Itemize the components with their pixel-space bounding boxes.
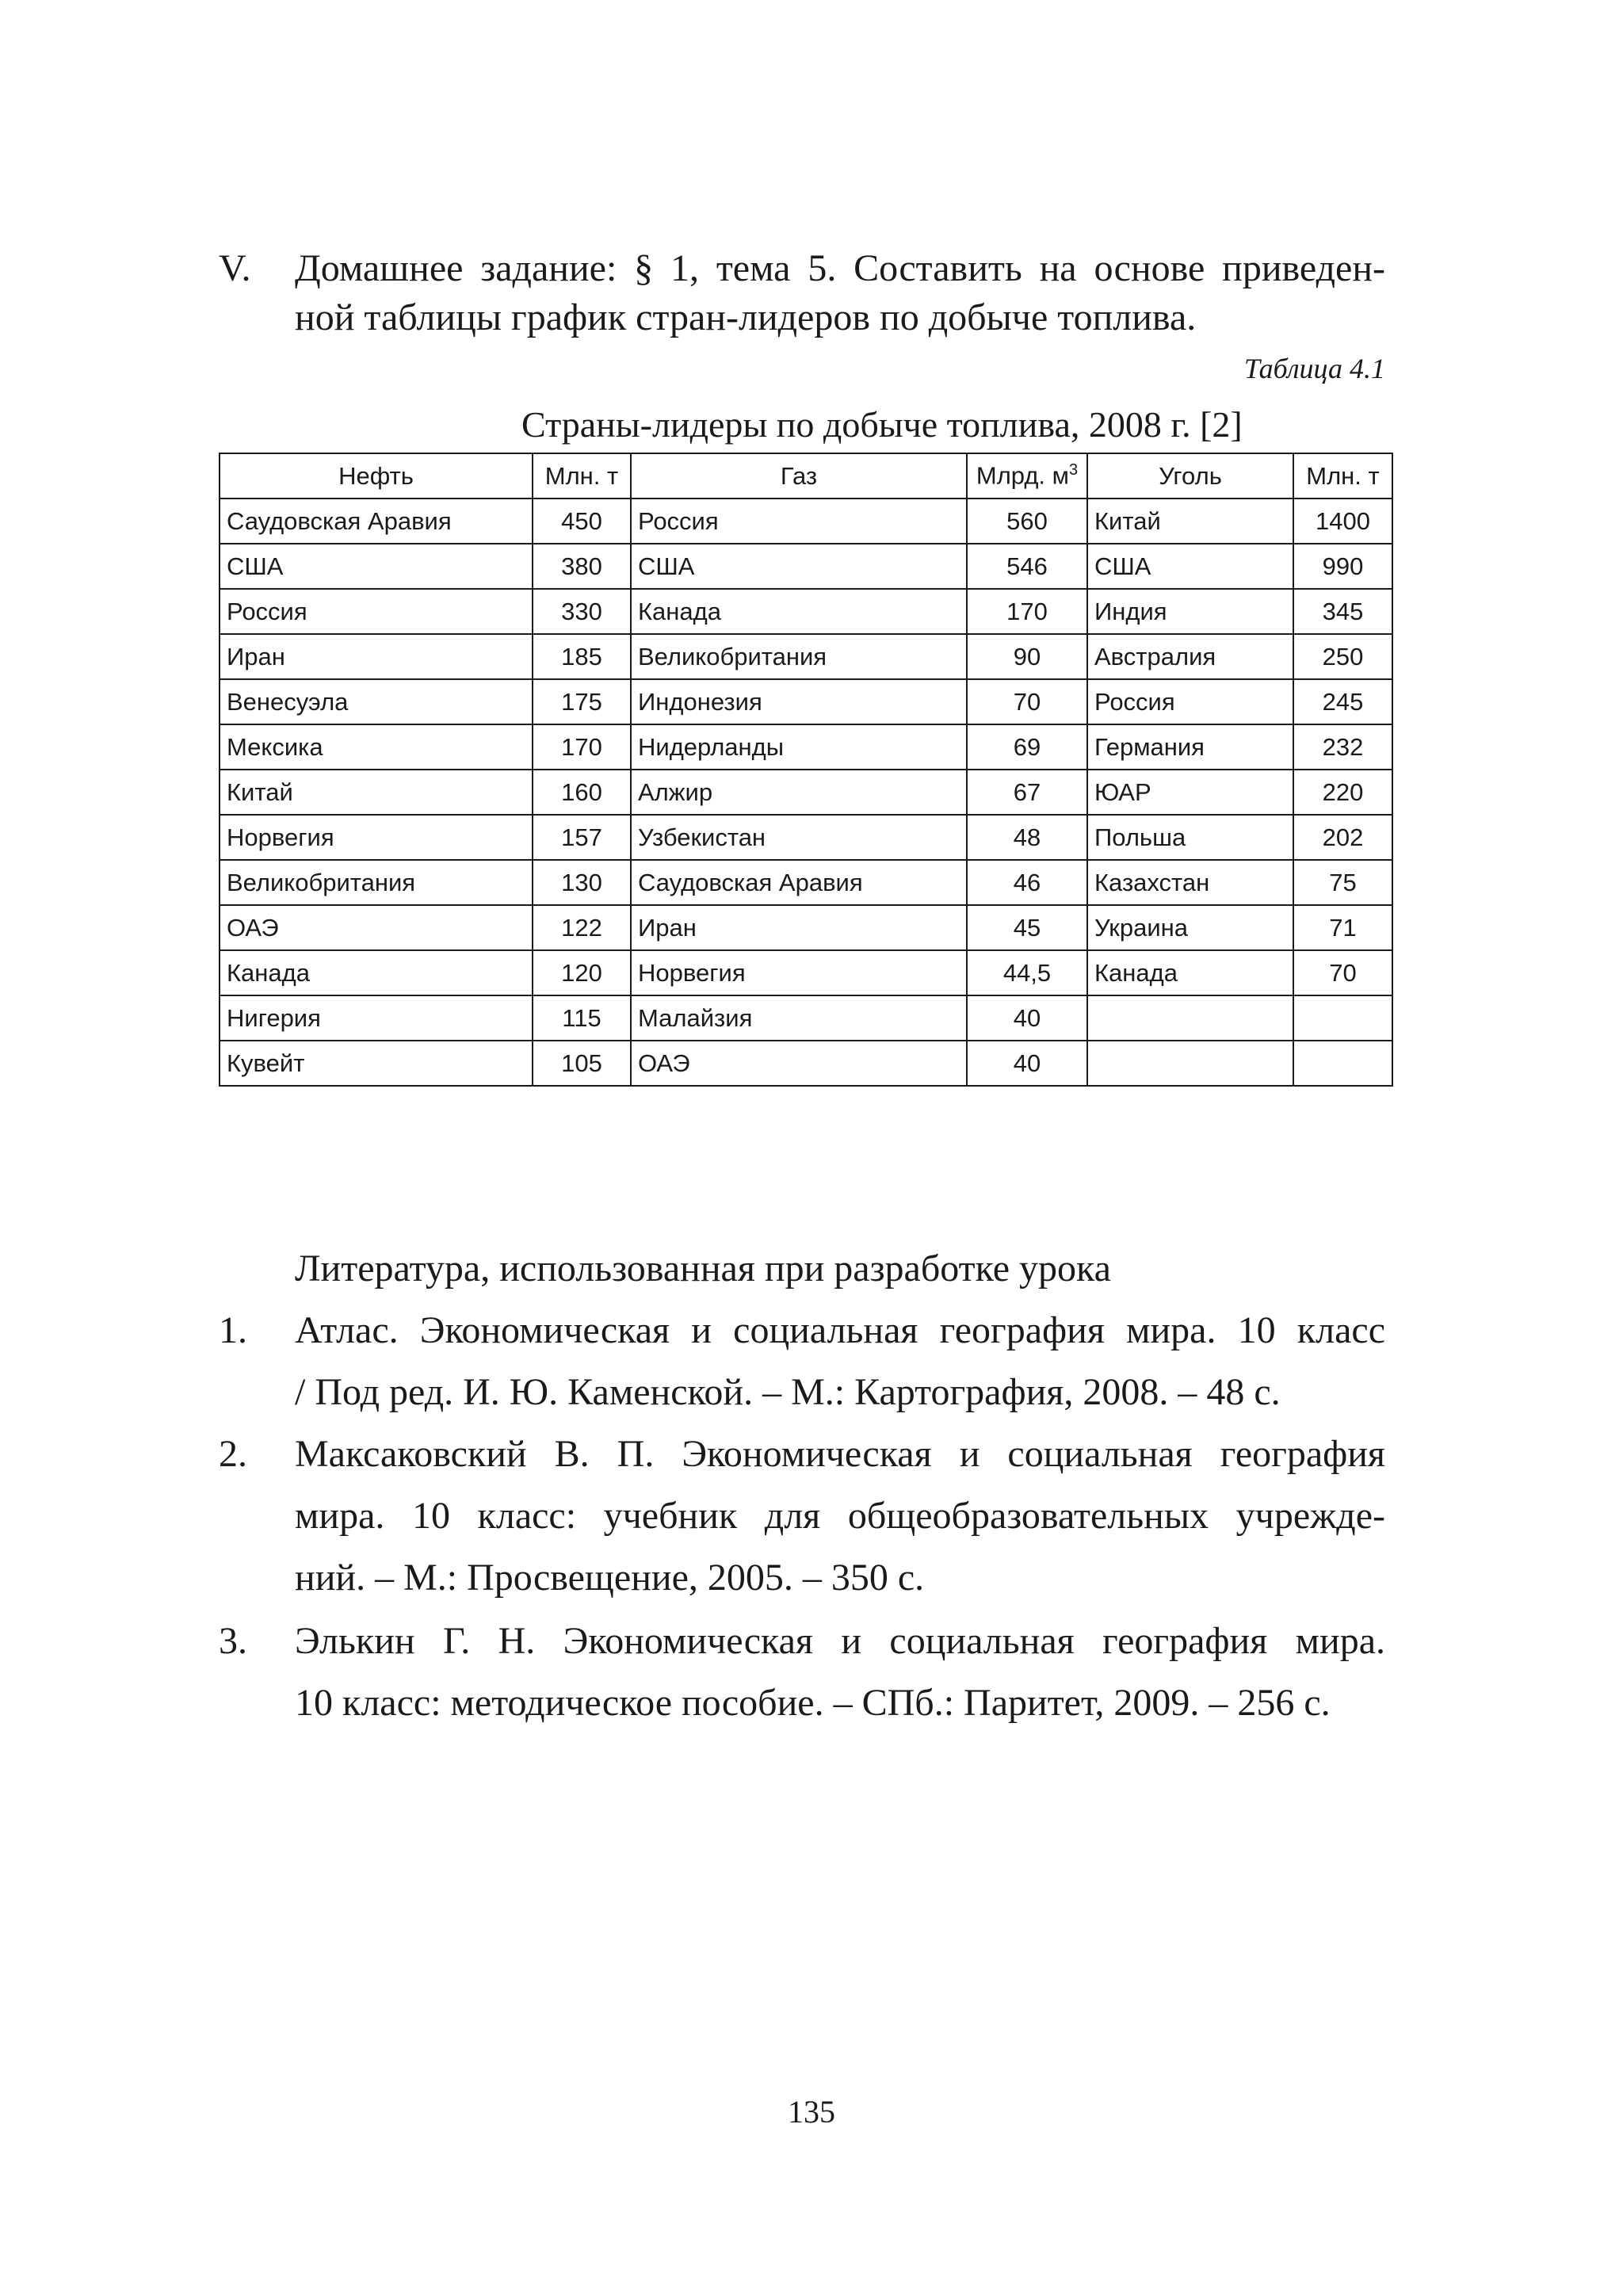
cell-coal-country: Германия <box>1087 724 1293 770</box>
cell-oil-country: Канада <box>220 950 533 995</box>
cell-gas-value: 560 <box>967 499 1087 544</box>
literature-item-2-line-1: Максаковский В. П. Экономическая и социальная география <box>295 1433 1385 1475</box>
header-gas: Газ <box>631 453 967 499</box>
literature-item-3-line-2: 10 класс: методическое пособие. – СПб.: Паритет, 2009. – 256 с. <box>295 1682 1331 1724</box>
homework-text-line-1: Домашнее задание: § 1, тема 5. Составить на основе приведен- <box>295 247 1385 289</box>
cell-oil-value: 450 <box>533 499 631 544</box>
cell-oil-country: Великобритания <box>220 860 533 905</box>
cell-gas-country: Индонезия <box>631 679 967 724</box>
table-title: Страны-лидеры по добыче топлива, 2008 г. [2] <box>521 404 1243 445</box>
cell-coal-country: Китай <box>1087 499 1293 544</box>
table-row <box>220 815 1392 860</box>
cell-gas-country: ОАЭ <box>631 1041 967 1086</box>
cell-coal-value: 220 <box>1293 770 1392 815</box>
cell-gas-value: 44,5 <box>967 950 1087 995</box>
cell-coal-value <box>1293 1041 1392 1086</box>
literature-item-2-number: 2. <box>219 1433 247 1475</box>
table-row <box>220 724 1392 770</box>
cell-coal-country: Казахстан <box>1087 860 1293 905</box>
cell-coal-value: 70 <box>1293 950 1392 995</box>
cell-oil-country: Китай <box>220 770 533 815</box>
cell-gas-value: 40 <box>967 1041 1087 1086</box>
cell-gas-country: Малайзия <box>631 995 967 1041</box>
cell-coal-country: Австралия <box>1087 634 1293 679</box>
cell-coal-value: 250 <box>1293 634 1392 679</box>
fuel-production-table <box>219 453 1393 1087</box>
cell-gas-country: Норвегия <box>631 950 967 995</box>
cell-gas-value: 546 <box>967 544 1087 589</box>
table-body <box>220 499 1392 1086</box>
cell-gas-country: Нидерланды <box>631 724 967 770</box>
table-row <box>220 544 1392 589</box>
cell-oil-value: 115 <box>533 995 631 1041</box>
cell-gas-value: 48 <box>967 815 1087 860</box>
cell-coal-country: Канада <box>1087 950 1293 995</box>
cell-gas-value: 40 <box>967 995 1087 1041</box>
cell-gas-value: 46 <box>967 860 1087 905</box>
table-row <box>220 860 1392 905</box>
cell-oil-value: 130 <box>533 860 631 905</box>
cell-gas-country: Узбекистан <box>631 815 967 860</box>
cell-oil-value: 330 <box>533 589 631 634</box>
table-row <box>220 499 1392 544</box>
cell-coal-value: 1400 <box>1293 499 1392 544</box>
cell-coal-value: 202 <box>1293 815 1392 860</box>
cell-coal-value: 245 <box>1293 679 1392 724</box>
cell-gas-value: 170 <box>967 589 1087 634</box>
literature-item-1-line-1: Атлас. Экономическая и социальная география мира. 10 класс <box>295 1309 1385 1351</box>
cell-gas-value: 70 <box>967 679 1087 724</box>
cell-gas-country: Канада <box>631 589 967 634</box>
cell-gas-value: 90 <box>967 634 1087 679</box>
cell-oil-country: Саудовская Аравия <box>220 499 533 544</box>
header-coal: Уголь <box>1087 453 1293 499</box>
cell-coal-country: Польша <box>1087 815 1293 860</box>
cell-coal-value: 232 <box>1293 724 1392 770</box>
cell-oil-value: 120 <box>533 950 631 995</box>
cell-oil-value: 157 <box>533 815 631 860</box>
cell-coal-value: 345 <box>1293 589 1392 634</box>
cell-oil-country: Россия <box>220 589 533 634</box>
header-oil-unit: Млн. т <box>533 453 631 499</box>
literature-item-1-number: 1. <box>219 1309 247 1351</box>
cell-gas-country: Иран <box>631 905 967 950</box>
table-row <box>220 589 1392 634</box>
cell-gas-value: 45 <box>967 905 1087 950</box>
table-row <box>220 950 1392 995</box>
cell-coal-value: 990 <box>1293 544 1392 589</box>
literature-item-2-line-3: ний. – М.: Просвещение, 2005. – 350 с. <box>295 1557 925 1599</box>
table-row <box>220 995 1392 1041</box>
cell-gas-value: 69 <box>967 724 1087 770</box>
cell-coal-country: Россия <box>1087 679 1293 724</box>
literature-item-3-line-1: Элькин Г. Н. Экономическая и социальная география мира. <box>295 1620 1385 1662</box>
header-gas-unit-text: Млрд. м <box>976 461 1069 490</box>
literature-item-1-line-2: / Под ред. И. Ю. Каменской. – М.: Картография, 2008. – 48 с. <box>295 1371 1281 1413</box>
cell-coal-country: Украина <box>1087 905 1293 950</box>
cell-oil-country: Нигерия <box>220 995 533 1041</box>
page-number: 135 <box>788 2094 835 2130</box>
cell-oil-country: Кувейт <box>220 1041 533 1086</box>
cell-oil-value: 175 <box>533 679 631 724</box>
cell-gas-country: Алжир <box>631 770 967 815</box>
homework-text-line-2: ной таблицы график стран-лидеров по добыче топлива. <box>295 296 1197 338</box>
table-row <box>220 1041 1392 1086</box>
cell-gas-value: 67 <box>967 770 1087 815</box>
homework-number: V. <box>219 247 251 289</box>
cell-oil-country: ОАЭ <box>220 905 533 950</box>
cell-coal-country <box>1087 1041 1293 1086</box>
literature-item-2-line-2: мира. 10 класс: учебник для общеобразовательных учрежде- <box>295 1495 1385 1537</box>
table-row <box>220 905 1392 950</box>
cell-coal-country: Индия <box>1087 589 1293 634</box>
cell-oil-value: 105 <box>533 1041 631 1086</box>
literature-heading: Литература, использованная при разработке урока <box>295 1247 1111 1289</box>
table-row <box>220 679 1392 724</box>
cell-gas-country: США <box>631 544 967 589</box>
cell-oil-value: 160 <box>533 770 631 815</box>
cell-coal-country <box>1087 995 1293 1041</box>
table-row <box>220 634 1392 679</box>
cell-coal-value: 75 <box>1293 860 1392 905</box>
cell-coal-country: США <box>1087 544 1293 589</box>
cell-oil-country: США <box>220 544 533 589</box>
table-label: Таблица 4.1 <box>1243 353 1385 384</box>
cell-gas-country: Россия <box>631 499 967 544</box>
cell-coal-country: ЮАР <box>1087 770 1293 815</box>
header-oil: Нефть <box>220 453 533 499</box>
cell-oil-country: Норвегия <box>220 815 533 860</box>
cell-oil-value: 380 <box>533 544 631 589</box>
cell-oil-country: Мексика <box>220 724 533 770</box>
header-gas-unit <box>967 453 1087 499</box>
header-gas-unit-sup: 3 <box>1068 461 1079 479</box>
header-coal-unit: Млн. т <box>1293 453 1392 499</box>
cell-oil-value: 185 <box>533 634 631 679</box>
cell-gas-country: Великобритания <box>631 634 967 679</box>
cell-oil-country: Иран <box>220 634 533 679</box>
cell-coal-value: 71 <box>1293 905 1392 950</box>
literature-item-3-number: 3. <box>219 1620 247 1662</box>
table-row <box>220 770 1392 815</box>
cell-oil-value: 122 <box>533 905 631 950</box>
cell-coal-value <box>1293 995 1392 1041</box>
table-header-row <box>220 453 1392 499</box>
cell-oil-value: 170 <box>533 724 631 770</box>
cell-gas-country: Саудовская Аравия <box>631 860 967 905</box>
cell-oil-country: Венесуэла <box>220 679 533 724</box>
